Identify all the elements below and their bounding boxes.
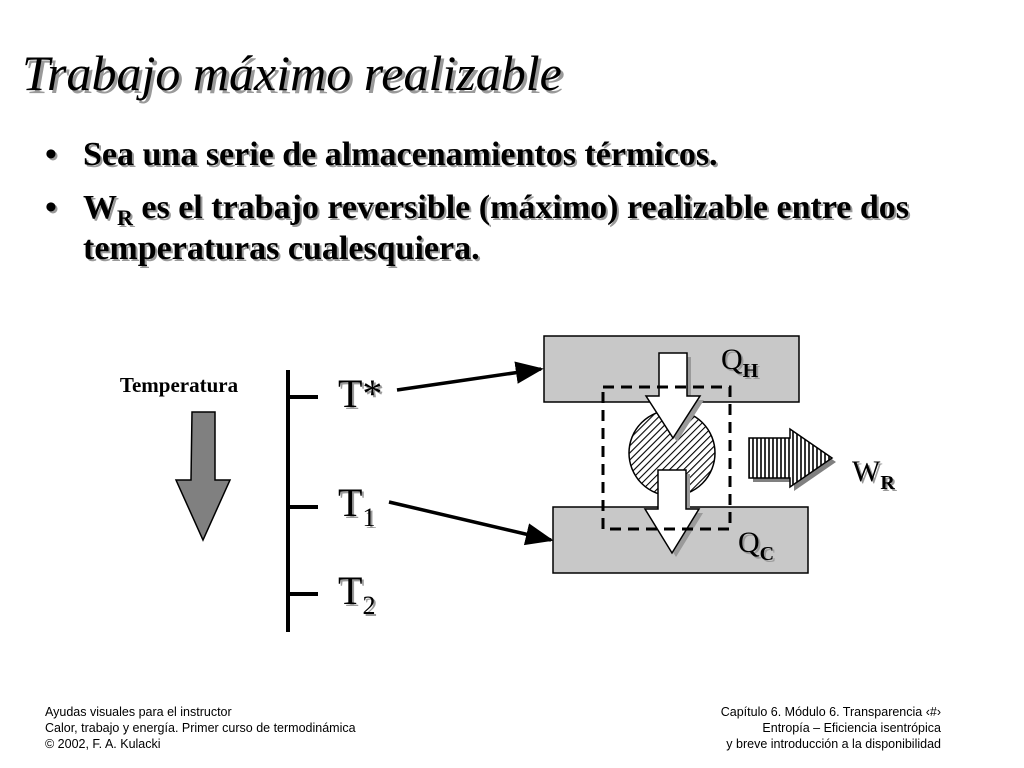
footer-right-line: y breve introducción a la disponibilidad xyxy=(726,737,941,751)
footer-left-line: Ayudas visuales para el instructor xyxy=(45,705,232,719)
bullet-symbol: W xyxy=(83,189,117,226)
level-t1-label: $T_1$ xyxy=(338,480,376,532)
heat-cold-label: $Q_C$ xyxy=(738,526,775,565)
heat-hot-label: $Q_H$ xyxy=(721,343,759,382)
footer-right xyxy=(721,704,941,752)
work-output-arrow xyxy=(749,429,836,491)
footer-left-line: © 2002, F. A. Kulacki xyxy=(45,737,161,751)
level-t-star-label: T* xyxy=(338,371,383,416)
t-star-to-hot-arrow xyxy=(397,369,541,390)
level-t2-label: $T_2$ xyxy=(338,568,376,620)
work-label: $W_R$ xyxy=(852,455,895,494)
slide-title: Trabajo máximo realizable xyxy=(22,45,562,101)
footer-left xyxy=(45,704,356,752)
bullet-text: es el trabajo reversible (máximo) realizable entre dos temperaturas cualesquiera. xyxy=(83,189,910,267)
bullet-dot: • xyxy=(45,189,57,226)
bullet-symbol-subscript: R xyxy=(117,205,133,230)
t1-to-cold-arrow xyxy=(389,502,551,540)
bullet-dot: • xyxy=(45,136,57,173)
footer-right-line: Capítulo 6. Módulo 6. Transparencia ‹#› xyxy=(720,705,941,719)
bullet-text: Sea una serie de almacenamientos térmicos. xyxy=(83,136,718,173)
temperature-down-arrow xyxy=(176,412,230,540)
footer-left-line: Calor, trabajo y energía. Primer curso de termodinámica xyxy=(45,721,356,735)
temperature-axis-label: Temperatura xyxy=(119,373,239,397)
footer-right-line: Entropía – Eficiencia isentrópica xyxy=(762,721,941,735)
